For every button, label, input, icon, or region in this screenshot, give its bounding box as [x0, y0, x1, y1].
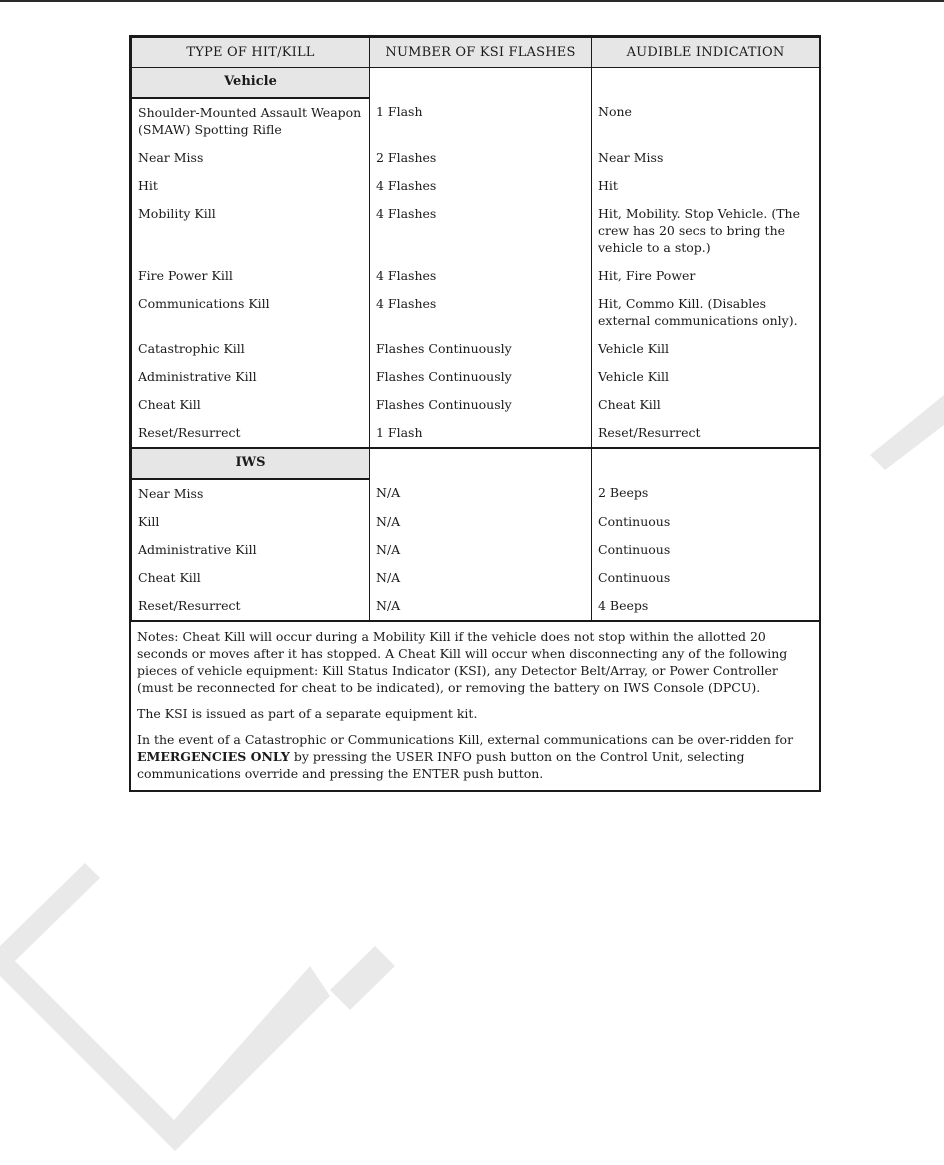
vehicle-section	[132, 68, 820, 449]
cell-flashes: 2 Flashes	[370, 144, 592, 172]
notes-paragraph-cheat-kill: Notes: Cheat Kill will occur during a Mobility Kill if the vehicle does not stop within the allotted 20 seconds or moves after it has stopped. A Cheat Kill will occur when disconnecting any of the following pieces of vehicle equipment: Kill Status Indicator (KSI), any Detector Belt/Array, or Power Controller (must be reconnected for cheat to be indicated), or removing the battery on IWS Console (DPCU).	[137, 629, 788, 695]
section-spacer	[370, 68, 592, 99]
cell-audible: Vehicle Kill	[592, 363, 820, 391]
cell-flashes: 4 Flashes	[370, 290, 592, 335]
cell-flashes: 4 Flashes	[370, 200, 592, 262]
section-spacer	[592, 448, 820, 479]
table-row	[132, 200, 820, 262]
cell-audible: Continuous	[592, 508, 820, 536]
table-row	[132, 172, 820, 200]
cell-type: Cheat Kill	[132, 564, 370, 592]
section-spacer	[592, 68, 820, 99]
cell-type: Administrative Kill	[132, 536, 370, 564]
table-row	[132, 391, 820, 419]
section-spacer	[370, 448, 592, 479]
cell-type: Near Miss	[132, 479, 370, 508]
cell-audible: Vehicle Kill	[592, 335, 820, 363]
table-row	[132, 536, 820, 564]
section-row-iws	[132, 448, 820, 479]
table-row	[132, 479, 820, 508]
top-rule	[0, 0, 944, 2]
cell-flashes: N/A	[370, 592, 592, 620]
cell-type: Catastrophic Kill	[132, 335, 370, 363]
ksi-reference-table	[129, 35, 821, 792]
table-row	[132, 290, 820, 335]
header-number-of-ksi-flashes: NUMBER OF KSI FLASHES	[370, 38, 592, 68]
cell-type: Fire Power Kill	[132, 262, 370, 290]
section-label-vehicle: Vehicle	[132, 68, 370, 99]
cell-type: Near Miss	[132, 144, 370, 172]
notes-override-text: In the event of a Catastrophic or Communications Kill, external communications can be over-ridden for	[137, 732, 794, 747]
cell-audible: Cheat Kill	[592, 391, 820, 419]
cell-audible: Hit	[592, 172, 820, 200]
cell-audible: Continuous	[592, 564, 820, 592]
cell-type: Reset/Resurrect	[132, 592, 370, 620]
cell-audible: 4 Beeps	[592, 592, 820, 620]
section-row-vehicle	[132, 68, 820, 99]
cell-flashes: N/A	[370, 564, 592, 592]
cell-flashes: N/A	[370, 536, 592, 564]
cell-type: Communications Kill	[132, 290, 370, 335]
cell-type: Mobility Kill	[132, 200, 370, 262]
cell-flashes: Flashes Continuously	[370, 363, 592, 391]
notes-block	[131, 620, 819, 790]
table-row	[132, 592, 820, 620]
cell-audible: Near Miss	[592, 144, 820, 172]
cell-flashes: N/A	[370, 508, 592, 536]
cell-audible: None	[592, 98, 820, 144]
table-row	[132, 262, 820, 290]
table-row	[132, 144, 820, 172]
cell-type: Cheat Kill	[132, 391, 370, 419]
section-label-iws: IWS	[132, 448, 370, 479]
cell-flashes: Flashes Continuously	[370, 335, 592, 363]
header-type-of-hit-kill: TYPE OF HIT/KILL	[132, 38, 370, 68]
cell-flashes: Flashes Continuously	[370, 391, 592, 419]
cell-audible: Hit, Mobility. Stop Vehicle. (The crew has 20 secs to bring the vehicle to a stop.)	[592, 200, 820, 262]
notes-override-text-end: by pressing the USER INFO push button on the Control Unit, selecting communications override and pressing the ENTER push button.	[137, 749, 745, 781]
cell-type: Administrative Kill	[132, 363, 370, 391]
notes-paragraph-override	[137, 731, 813, 782]
header-audible-indication: AUDIBLE INDICATION	[592, 38, 820, 68]
notes-emergencies-only: EMERGENCIES ONLY	[137, 749, 290, 764]
cell-audible: Hit, Commo Kill. (Disables external communications only).	[592, 290, 820, 335]
table-row	[132, 335, 820, 363]
cell-flashes: 1 Flash	[370, 419, 592, 448]
table-row	[132, 98, 820, 144]
cell-type: Reset/Resurrect	[132, 419, 370, 448]
cell-flashes: 4 Flashes	[370, 262, 592, 290]
cell-audible: Hit, Fire Power	[592, 262, 820, 290]
table-row	[132, 363, 820, 391]
iws-section	[132, 448, 820, 620]
table-row	[132, 419, 820, 448]
cell-audible: 2 Beeps	[592, 479, 820, 508]
table-row	[132, 508, 820, 536]
table-row	[132, 564, 820, 592]
cell-type: Shoulder-Mounted Assault Weapon (SMAW) Spotting Rifle	[132, 98, 370, 144]
cell-audible: Continuous	[592, 536, 820, 564]
cell-type: Kill	[132, 508, 370, 536]
cell-flashes: 1 Flash	[370, 98, 592, 144]
cell-audible: Reset/Resurrect	[592, 419, 820, 448]
table-header-row	[132, 38, 820, 68]
cell-flashes: 4 Flashes	[370, 172, 592, 200]
notes-paragraph-ksi: The KSI is issued as part of a separate equipment kit.	[137, 706, 478, 721]
hit-kill-table	[131, 37, 820, 620]
cell-flashes: N/A	[370, 479, 592, 508]
cell-type: Hit	[132, 172, 370, 200]
